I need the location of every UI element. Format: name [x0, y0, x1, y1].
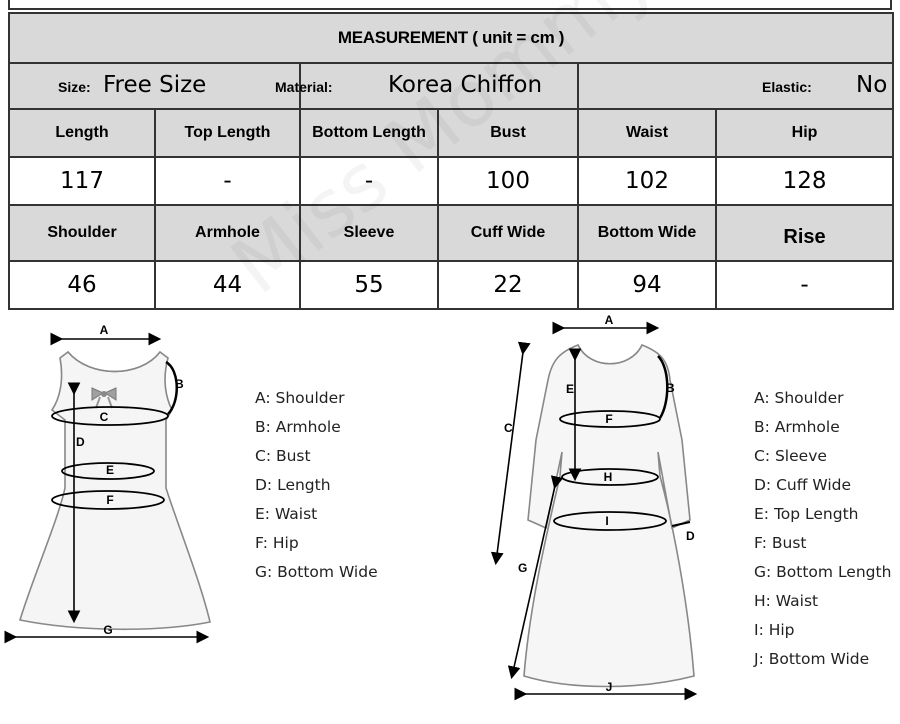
marker-label: A: [604, 313, 614, 327]
marker-label: C: [99, 410, 109, 424]
legend-item: C: Sleeve: [754, 447, 827, 465]
marker-label: E: [566, 382, 575, 396]
legend-item: A: Shoulder: [754, 389, 844, 407]
col-header: Rise: [716, 205, 893, 261]
elastic-cell: [578, 63, 893, 109]
marker-label: C: [504, 421, 513, 435]
header-row-2: [9, 205, 893, 261]
legend-item: D: Length: [255, 476, 331, 494]
col-header: Cuff Wide: [438, 205, 578, 261]
marker-label: F: [605, 412, 613, 426]
col-header: Bust: [438, 109, 578, 157]
table-title: MEASUREMENT ( unit = cm ): [9, 13, 893, 63]
col-header: Bottom Length: [300, 109, 438, 157]
cell-value: 55: [300, 261, 438, 309]
marker-label: I: [605, 514, 609, 528]
marker-label: A: [99, 323, 109, 337]
legend-sleeveless: [255, 384, 378, 587]
legend-item: E: Top Length: [754, 505, 859, 523]
cell-value: -: [155, 157, 300, 205]
value-row-1: [9, 157, 893, 205]
marker-label: F: [106, 493, 114, 507]
col-header: Bottom Wide: [578, 205, 716, 261]
cell-value: 102: [578, 157, 716, 205]
legend-item: C: Bust: [255, 447, 311, 465]
legend-item: F: Hip: [255, 534, 299, 552]
marker-label: D: [686, 529, 695, 543]
marker-label: H: [603, 470, 613, 484]
marker-label: G: [518, 561, 528, 575]
header-row-1: [9, 109, 893, 157]
long-sleeve-dress-diagram: [490, 312, 720, 702]
cell-value: 128: [716, 157, 893, 205]
material-label: Material:: [275, 79, 333, 95]
marker-label: E: [105, 463, 115, 477]
material-cell: [275, 63, 578, 109]
marker-label: B: [666, 381, 675, 395]
size-value: Free Size: [103, 72, 207, 98]
cell-value: 100: [438, 157, 578, 205]
legend-item: I: Hip: [754, 621, 795, 639]
top-border-strip: [8, 0, 892, 10]
cell-value: -: [300, 157, 438, 205]
material-value: Korea Chiffon: [388, 72, 543, 98]
marker-label: B: [175, 377, 184, 391]
marker-label: G: [103, 623, 113, 637]
legend-item: B: Armhole: [754, 418, 840, 436]
legend-item: E: Waist: [255, 505, 318, 523]
marker-label: D: [76, 435, 85, 449]
legend-item: A: Shoulder: [255, 389, 345, 407]
legend-item: J: Bottom Wide: [754, 650, 870, 668]
measurement-table: [8, 12, 894, 310]
size-label: Size:: [58, 79, 91, 95]
cell-value: 94: [578, 261, 716, 309]
legend-item: G: Bottom Length: [754, 563, 892, 581]
col-header: Waist: [578, 109, 716, 157]
marker-label: J: [605, 680, 613, 694]
size-cell: [9, 63, 300, 109]
legend-item: B: Armhole: [255, 418, 341, 436]
col-header: Top Length: [155, 109, 300, 157]
legend-item: D: Cuff Wide: [754, 476, 852, 494]
legend-item: H: Waist: [754, 592, 819, 610]
col-header: Hip: [716, 109, 893, 157]
cell-value: -: [716, 261, 893, 309]
legend-long-sleeve: [754, 384, 891, 674]
value-row-2: [9, 261, 893, 309]
legend-item: F: Bust: [754, 534, 807, 552]
cell-value: 22: [438, 261, 578, 309]
cell-value: 44: [155, 261, 300, 309]
cell-value: 117: [9, 157, 155, 205]
elastic-value: No: [856, 72, 888, 98]
cell-value: 46: [9, 261, 155, 309]
legend-item: G: Bottom Wide: [255, 563, 378, 581]
col-header: Sleeve: [300, 205, 438, 261]
col-header: Armhole: [155, 205, 300, 261]
col-header: Length: [9, 109, 155, 157]
elastic-label: Elastic:: [762, 79, 812, 95]
col-header: Shoulder: [9, 205, 155, 261]
sleeveless-dress-diagram: [0, 318, 240, 648]
